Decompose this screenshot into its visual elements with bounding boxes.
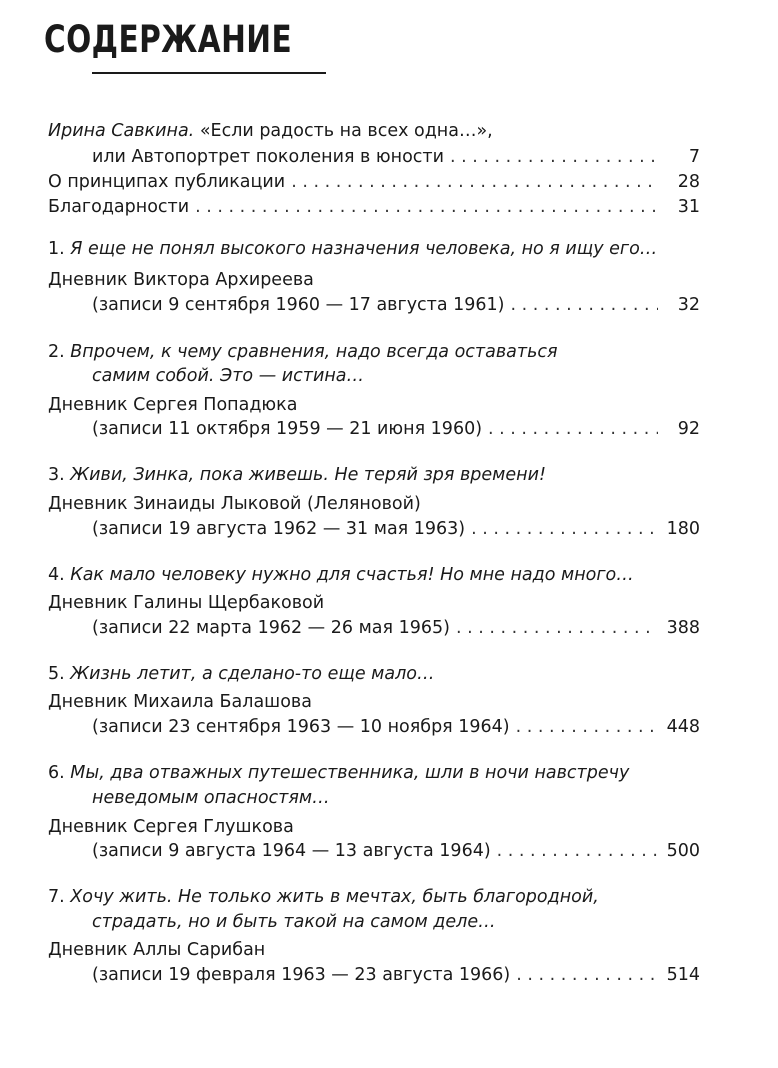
chapter-number: 2. xyxy=(48,342,65,362)
chapter-4-records[interactable] xyxy=(48,616,700,640)
leader-dots xyxy=(195,195,658,219)
records-range: (записи 9 сентября 1960 — 17 августа 1961) xyxy=(92,295,505,315)
toc-entry-intro-essay-line2[interactable] xyxy=(48,145,700,169)
leader-dots xyxy=(456,616,658,640)
toc-entry-acknowledgements[interactable] xyxy=(48,195,700,219)
chapter-2-epigraph xyxy=(48,340,700,364)
chapter-7-epigraph-cont xyxy=(48,910,700,934)
title-underline xyxy=(92,72,326,74)
chapter-3-epigraph xyxy=(48,463,700,487)
chapter-7-records[interactable] xyxy=(48,963,700,987)
records-range: (записи 9 августа 1964 — 13 августа 1964) xyxy=(92,841,491,861)
page-number: 514 xyxy=(666,965,700,985)
page-number: 180 xyxy=(666,519,700,539)
chapter-7-diary[interactable] xyxy=(48,938,700,962)
chapter-number: 1. xyxy=(48,239,65,259)
entry-label: Благодарности xyxy=(48,197,190,217)
records-range: (записи 11 октября 1959 — 21 июня 1960) xyxy=(92,419,483,439)
leader-dots xyxy=(471,517,658,541)
epigraph-line: неведомым опасностям… xyxy=(92,788,330,808)
page-number: 448 xyxy=(666,717,700,737)
page-number: 388 xyxy=(666,618,700,638)
leader-dots xyxy=(450,145,658,169)
essay-title-part2: или Автопортрет поколения в юности xyxy=(92,147,444,167)
essay-title-part1: «Если радость на всех одна…», xyxy=(199,121,493,141)
records-range: (записи 19 февраля 1963 — 23 августа 1966) xyxy=(92,965,511,985)
page-title: СОДЕРЖАНИЕ xyxy=(44,18,293,61)
chapter-number: 7. xyxy=(48,887,65,907)
chapter-number: 3. xyxy=(48,465,65,485)
diary-title: Дневник Галины Щербаковой xyxy=(48,593,325,613)
chapter-2-epigraph-cont xyxy=(48,364,700,388)
epigraph-line: Как мало человеку нужно для счастья! Но мне надо много… xyxy=(70,565,634,585)
chapter-2-diary[interactable] xyxy=(48,393,700,417)
chapter-number: 5. xyxy=(48,664,65,684)
chapter-1-epigraph xyxy=(48,237,700,261)
diary-title: Дневник Виктора Архиреева xyxy=(48,270,314,290)
chapter-6-diary[interactable] xyxy=(48,815,700,839)
chapter-1-records[interactable] xyxy=(48,293,700,317)
page-number: 92 xyxy=(677,419,700,439)
toc-entry-publication-principles[interactable] xyxy=(48,170,700,194)
epigraph-line: самим собой. Это — истина… xyxy=(92,366,364,386)
diary-title: Дневник Сергея Глушкова xyxy=(48,817,294,837)
epigraph-line: Живи, Зинка, пока живешь. Не теряй зря времени! xyxy=(70,465,546,485)
chapter-number: 4. xyxy=(48,565,65,585)
chapter-6-epigraph xyxy=(48,761,700,785)
diary-title: Дневник Аллы Сарибан xyxy=(48,940,266,960)
chapter-5-diary[interactable] xyxy=(48,690,700,714)
page-number: 500 xyxy=(666,841,700,861)
chapter-4-diary[interactable] xyxy=(48,591,700,615)
chapter-3-diary[interactable] xyxy=(48,492,700,516)
chapter-3-records[interactable] xyxy=(48,517,700,541)
epigraph-line: Я еще не понял высокого назначения человека, но я ищу его… xyxy=(70,239,658,259)
diary-title: Дневник Михаила Балашова xyxy=(48,692,312,712)
diary-title: Дневник Сергея Попадюка xyxy=(48,395,298,415)
chapter-6-records[interactable] xyxy=(48,839,700,863)
records-range: (записи 19 августа 1962 — 31 мая 1963) xyxy=(92,519,466,539)
entry-label: О принципах публикации xyxy=(48,172,286,192)
toc-entry-intro-essay-line1[interactable] xyxy=(48,119,700,143)
chapter-2-records[interactable] xyxy=(48,417,700,441)
essay-author: Ирина Савкина. xyxy=(48,121,195,141)
leader-dots xyxy=(291,170,658,194)
chapter-number: 6. xyxy=(48,763,65,783)
chapter-7-epigraph xyxy=(48,885,700,909)
leader-dots xyxy=(511,293,658,317)
leader-dots xyxy=(516,963,658,987)
chapter-4-epigraph xyxy=(48,563,700,587)
leader-dots xyxy=(516,715,658,739)
page-number: 31 xyxy=(677,197,700,217)
page-number: 28 xyxy=(677,172,700,192)
leader-dots xyxy=(497,839,658,863)
epigraph-line: Хочу жить. Не только жить в мечтах, быть благородной, xyxy=(70,887,599,907)
records-range: (записи 22 марта 1962 — 26 мая 1965) xyxy=(92,618,450,638)
leader-dots xyxy=(488,417,658,441)
epigraph-line: страдать, но и быть такой на самом деле… xyxy=(92,912,496,932)
page-number: 32 xyxy=(677,295,700,315)
page-number: 7 xyxy=(688,147,700,167)
chapter-5-epigraph xyxy=(48,662,700,686)
chapter-6-epigraph-cont xyxy=(48,786,700,810)
diary-title: Дневник Зинаиды Лыковой (Леляновой) xyxy=(48,494,421,514)
records-range: (записи 23 сентября 1963 — 10 ноября 1964) xyxy=(92,717,510,737)
epigraph-line: Впрочем, к чему сравнения, надо всегда оставаться xyxy=(70,342,558,362)
epigraph-line: Мы, два отважных путешественника, шли в ночи навстречу xyxy=(70,763,630,783)
chapter-5-records[interactable] xyxy=(48,715,700,739)
epigraph-line: Жизнь летит, а сделано-то еще мало… xyxy=(70,664,435,684)
chapter-1-diary[interactable] xyxy=(48,268,700,292)
